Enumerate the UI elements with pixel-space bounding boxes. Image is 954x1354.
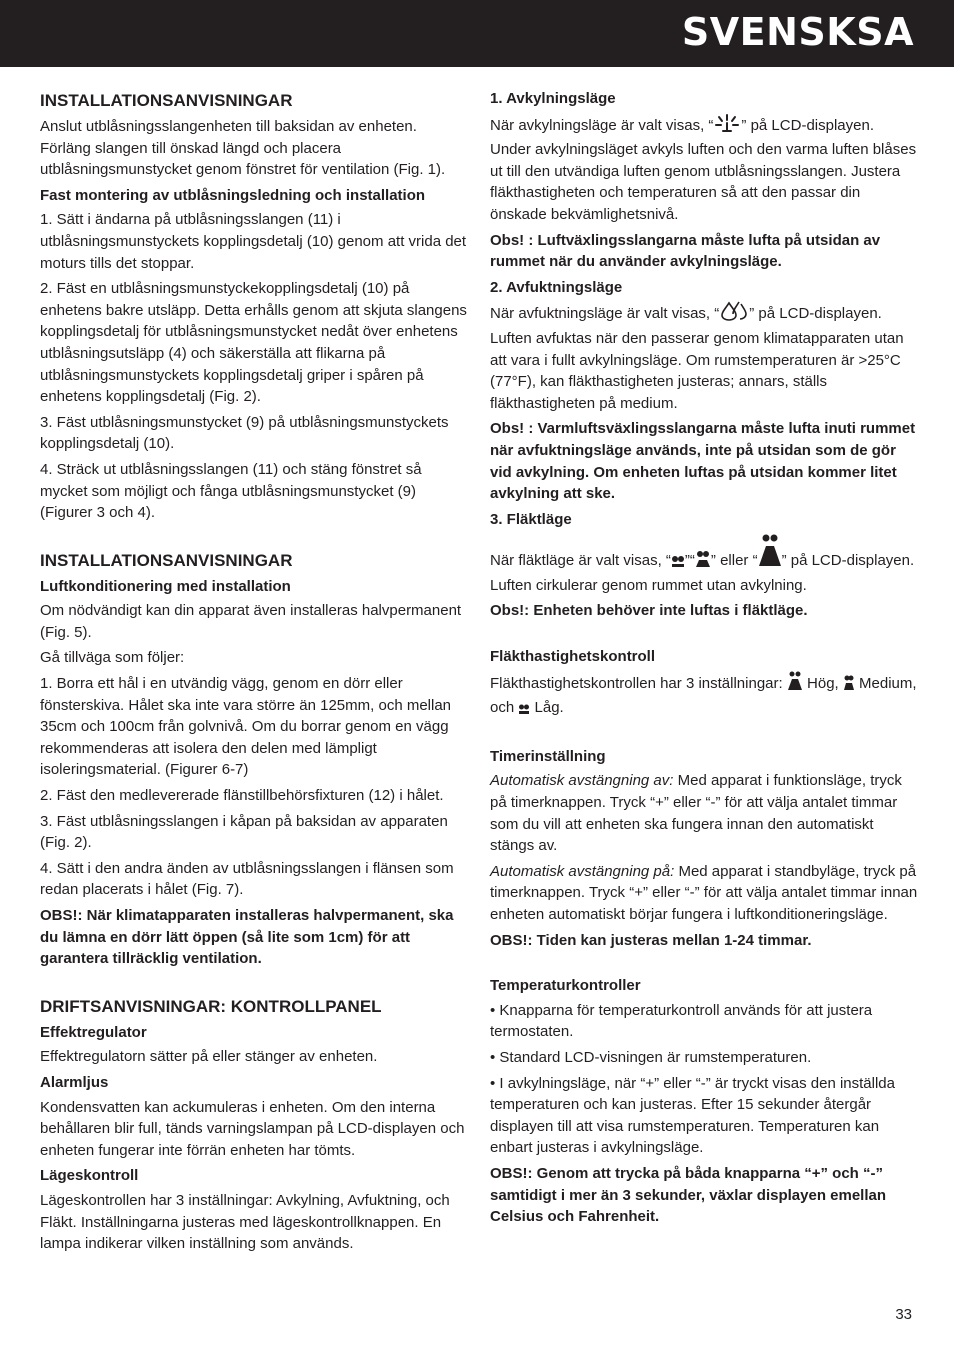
step-item: 3. Fäst utblåsningsmunstycket (9) på utblåsningsmunstyckets kopplingsdetalj (10). xyxy=(40,413,449,453)
note: OBS!: Tiden kan justeras mellan 1-24 timmar. xyxy=(490,931,812,949)
step-item: 1. Sätt i ändarna på utblåsningsslangen (11) i utblåsningsmunstyckets kopplingsdetalj (10) genom att vrida det moturs tills det stoppar. xyxy=(40,211,467,272)
subheading: 2. Avfuktningsläge xyxy=(490,278,623,296)
text-fragment: och xyxy=(490,699,515,717)
note: Obs!: Enheten behöver inte luftas i fläktläge. xyxy=(490,602,808,620)
subheading: Effektregulator xyxy=(40,1023,147,1041)
paragraph: Lägeskontrollen har 3 inställningar: Avkylning, Avfuktning, och Fläkt. Inställningarna justeras med lägeskontrollknappen. En lampa indikerar vilken inställning som används. xyxy=(40,1191,450,1253)
subheading: Fläkthastighetskontroll xyxy=(490,648,656,666)
text-fragment: Fläkthastighetskontrollen har 3 inställningar: xyxy=(490,674,783,692)
paragraph-cool-mode xyxy=(490,113,918,226)
fan-low-icon xyxy=(518,700,530,722)
text-fragment: Med apparat i funktionsläge, tryck på timerknappen. Tryck “+” eller “-” för att välja antalet timmar som du vill att enheten ska fungera innan den automatiskt stängs av. xyxy=(490,772,902,855)
paragraph-fan-mode xyxy=(490,533,918,596)
step-item: 1. Borra ett hål i en utvändig vägg, genom en dörr eller fönsterskiva. Hålet ska inte vara större än 125mm, och mellan 35cm och 100cm från golvnivå. Om du borrar genom en vägg rekommenderas att isolera den delen med lämpligt isoleringsmaterial. (Figurer 6-7) xyxy=(40,675,452,779)
paragraph-timer-on xyxy=(490,861,918,926)
italic-label: Automatisk avstängning av: xyxy=(490,772,674,790)
paragraph: Anslut utblåsningsslangenheten till baksidan av enheten. Förläng slangen till önskad längd och placera utblåsningsmunstycket genom fönstret för ventilation (Fig. 1). xyxy=(40,118,446,179)
paragraph-timer-off xyxy=(490,770,918,856)
fan-high-icon xyxy=(787,671,803,698)
step-item: 2. Fäst den medlevererade flänstillbehörsfixturen (12) i hålet. xyxy=(40,787,444,805)
header-bar xyxy=(0,0,954,67)
subheading: Luftkonditionering med installation xyxy=(40,577,291,595)
right-column xyxy=(490,88,918,1232)
subheading: Timerinställning xyxy=(490,747,606,765)
bullet-item: • I avkylningsläge, när “+” eller “-” är tryckt visas den inställda temperaturen och kan justeras. Efter 15 sekunder återgår displayen till att visa rumstemperaturen. Temperaturen kan enbart justeras i avkylningsläge. xyxy=(490,1074,895,1157)
droplet-icon xyxy=(719,301,749,328)
note: OBS!: När klimatapparaten installeras halvpermanent, ska du lämna en dörr lätt öppen (så lite som 1cm) för att garantera tillräcklig ventilation. xyxy=(40,907,454,968)
text-fragment: När avfuktningsläge är valt visas, “ xyxy=(490,305,720,323)
subheading: Lägeskontroll xyxy=(40,1167,139,1185)
text-fragment: Luften cirkulerar genom rummet utan avkylning. xyxy=(490,576,807,594)
speed-high-label: Hög, xyxy=(807,674,839,692)
text-fragment: ”“ xyxy=(684,552,695,570)
step-item: 3. Fäst utblåsningsslangen i kåpan på baksidan av apparaten (Fig. 2). xyxy=(40,812,448,852)
subheading: Alarmljus xyxy=(40,1073,109,1091)
fan-medium-icon xyxy=(843,675,855,698)
note: Obs! : Luftväxlingsslangarna måste lufta på utsidan av rummet när du använder avkylningsläge. xyxy=(490,231,881,271)
page-title: SVENSKSA xyxy=(681,10,914,54)
text-fragment: När fläktläge är valt visas, “ xyxy=(490,552,671,570)
paragraph: Kondensvatten kan ackumuleras i enheten. Om den interna behållaren blir full, tänds varningslampan på LCD-displayen och enheten fungerar inte förrän enheten har tömts. xyxy=(40,1098,465,1159)
bullet-item: • Knapparna för temperaturkontroll används för att justera termostaten. xyxy=(490,1001,873,1041)
text-fragment: ” på LCD-displayen. Luften avfuktas när den passerar genom klimatapparaten utan att vara i fullt avkylningsläge. Om rumstemperaturen är >25°C (77°F), kan fläkthastigheten justeras; annars, ställs fläkthastigheten på medium. xyxy=(490,305,904,412)
italic-label: Automatisk avstängning på: xyxy=(490,862,675,880)
fan-high-icon xyxy=(758,533,782,574)
paragraph-dry-mode xyxy=(490,301,918,414)
text-fragment: När avkylningsläge är valt visas, “ xyxy=(490,116,714,134)
text-fragment: ” på LCD-displayen. Under avkylningsläget avkyls luften och den varma luften blåses ut till den utvändiga luften genom utblåsningsslangen. Justera fläkthastigheten och temperaturen så att den passar din önskade bekvämlighetsnivå. xyxy=(490,116,917,223)
subheading: 1. Avkylningsläge xyxy=(490,90,616,107)
text-fragment: ” eller “ xyxy=(710,552,758,570)
paragraph: Effektregulatorn sätter på eller stänger av enheten. xyxy=(40,1048,378,1066)
page-number: 33 xyxy=(895,1306,912,1323)
step-item: 4. Sträck ut utblåsningsslangen (11) och stäng fönstret så mycket som möjligt och fånga utblåsningsmunstycket (9) (Figurer 3 och 4). xyxy=(40,460,422,522)
fan-low-icon xyxy=(671,553,685,575)
note: Obs! : Varmluftsväxlingsslangarna måste lufta inuti rummet när avfuktningsläge används, inte på utsidan som de gör vid avkylning. Om enheten luftas på utsidan kommer litet avkylning att ske. xyxy=(490,420,916,503)
paragraph-fan-speed xyxy=(490,671,918,722)
subheading: Temperaturkontroller xyxy=(490,977,641,995)
left-column xyxy=(40,88,468,1259)
speed-low-label: Låg. xyxy=(534,699,564,717)
step-item: 4. Sätt i den andra änden av utblåsningsslangen i flänsen som redan placerats i hålet (Fig. 7). xyxy=(40,859,454,899)
text-fragment: Med apparat i standbyläge, tryck på timerknappen. Tryck “+” eller “-” för att välja antalet timmar innan enheten automatiskt börjar fungera i luftkonditioneringsläge. xyxy=(490,862,918,923)
note: OBS!: Genom att trycka på båda knapparna “+” och “-” samtidigt i mer än 3 sekunder, växlar displayen emellan Celsius och Fahrenheit. xyxy=(490,1164,887,1226)
section-heading-installation: INSTALLATIONSANVISNINGAR xyxy=(40,91,293,110)
snowflake-icon xyxy=(713,113,741,140)
paragraph: Om nödvändigt kan din apparat även installeras halvpermanent (Fig. 5). xyxy=(40,602,462,641)
subheading: 3. Fläktläge xyxy=(490,510,572,528)
paragraph: Gå tillväga som följer: xyxy=(40,649,185,667)
subheading: Fast montering av utblåsningsledning och installation xyxy=(40,186,426,204)
text-fragment: ” på LCD-displayen. xyxy=(781,552,915,570)
bullet-item: • Standard LCD-visningen är rumstemperaturen. xyxy=(490,1048,812,1066)
section-heading-installation-2: INSTALLATIONSANVISNINGAR xyxy=(40,550,293,570)
section-heading-control-panel: DRIFTSANVISNINGAR: KONTROLLPANEL xyxy=(40,996,382,1016)
speed-medium-label: Medium, xyxy=(859,674,917,692)
fan-medium-icon xyxy=(695,550,711,575)
step-item: 2. Fäst en utblåsningsmunstyckekopplingsdetalj (10) på enhetens bakre utsläpp. Detta erhålls genom att skjuta slangens kopplingsdetalj för utblåsningsmunstycket nedåt över enhetens utblåsningsutsläpp (4) och säkerställa att flikarna på utblåsningsmunstyckets kopplingsdetalj griper i spåren på enhetens kopplingsdetalj (Fig. 2). xyxy=(40,280,467,406)
